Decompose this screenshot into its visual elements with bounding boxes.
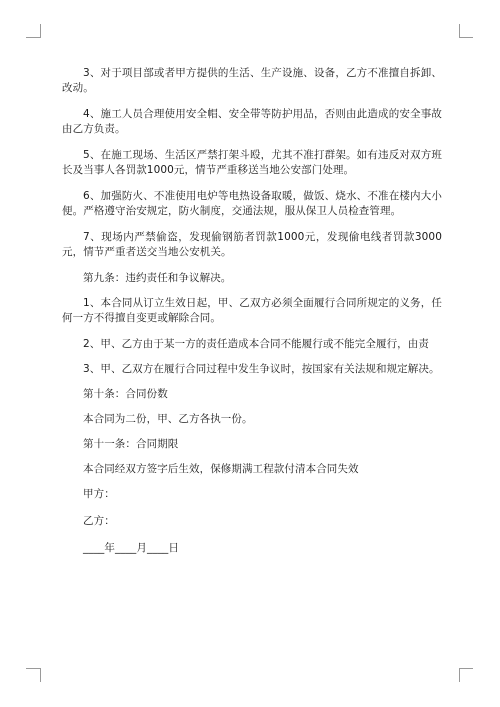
- article-9-heading: 第九条：违约责任和争议解决。: [83, 272, 232, 284]
- crop-mark-top-right-vertical: [459, 24, 460, 38]
- clause-item-5: 5、在施工现场、生活区严禁打架斗殴，尤其不准打群架。如有违反对双方班长及当事人各罚款1000元，情节严重移送当地公安部门处理。: [62, 149, 442, 176]
- article-9-item-3: 3、甲、乙双方在履行合同过程中发生争议时，按国家有关法规和规定解决。: [83, 363, 440, 375]
- article-9-item-2: 2、甲、乙方由于某一方的责任造成本合同不能履行或不能完全履行，由责: [83, 338, 429, 350]
- crop-mark-bottom-right-horizontal: [459, 668, 473, 669]
- article-10-text: 本合同为二份，甲、乙方各执一份。: [83, 413, 253, 425]
- crop-mark-bottom-right-vertical: [459, 668, 460, 682]
- article-9-item-1: 1、本合同从订立生效日起，甲、乙双方必须全面履行合同所规定的义务，任何一方不得擅自变更或解除合同。: [62, 297, 442, 324]
- article-11-heading: 第十一条：合同期限: [83, 438, 179, 450]
- article-10-heading: 第十条：合同份数: [83, 388, 168, 400]
- article-11-text: 本合同经双方签字后生效，保修期满工程款付清本合同失效: [83, 463, 359, 475]
- clause-item-7: 7、现场内严禁偷盗，发现偷钢筋者罚款1000元，发现偷电线者罚款3000元，情节严重者送交当地公安机关。: [62, 231, 442, 258]
- crop-mark-bottom-left-horizontal: [26, 668, 40, 669]
- crop-mark-bottom-left-vertical: [40, 668, 41, 682]
- party-a-signature-line: 甲方：: [83, 488, 115, 500]
- clause-item-3: 3、对于项目部或者甲方提供的生活、生产设施、设备，乙方不准擅自拆卸、改动。: [62, 67, 442, 94]
- date-line: ____年____月____日: [83, 542, 179, 554]
- clause-item-6: 6、加强防火、不准使用电炉等电热设备取暖，做饭、烧水、不准在楼内大小便。严格遵守治安规定，防火制度，交通法规，服从保卫人员检查管理。: [62, 190, 442, 217]
- crop-mark-top-left-vertical: [40, 24, 41, 38]
- document-body: [62, 66, 442, 568]
- clause-item-4: 4、施工人员合理使用安全帽、安全带等防护用品，否则由此造成的安全事故由乙方负责。: [62, 108, 442, 135]
- party-b-signature-line: 乙方：: [83, 515, 115, 527]
- crop-mark-top-right-horizontal: [459, 37, 473, 38]
- crop-mark-top-left-horizontal: [26, 37, 40, 38]
